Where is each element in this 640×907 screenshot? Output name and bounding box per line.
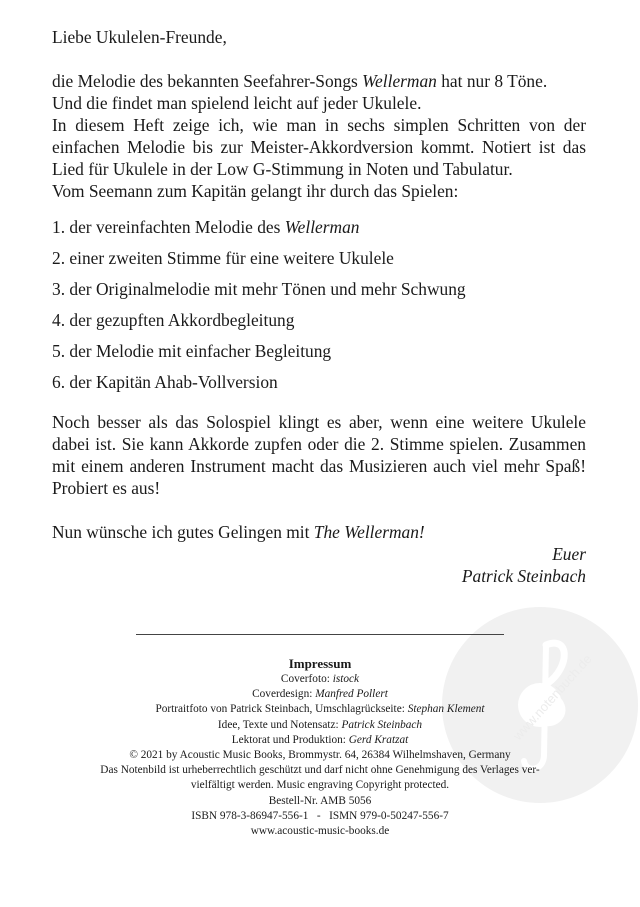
list-item: 3. der Originalmelodie mit mehr Tönen und mehr Schwung — [52, 279, 466, 299]
paragraph-closing: Nun wünsche ich gutes Gelingen mit The Wellerman! — [52, 522, 425, 542]
letter-body — [52, 26, 586, 587]
signature-name: Patrick Steinbach — [461, 566, 586, 586]
credit-idea: Idee, Texte und Notensatz: Patrick Steinbach — [217, 718, 423, 731]
list-item: 4. der gezupften Akkordbegleitung — [52, 310, 295, 330]
list-item: 5. der Melodie mit einfacher Begleitung — [52, 341, 332, 361]
steps-list — [52, 216, 586, 393]
credit-lektorat: Lektorat und Produktion: Gerd Kratzat — [231, 733, 409, 746]
credit-portrait: Portraitfoto von Patrick Steinbach, Umschlagrückseite: Stephan Klement — [155, 703, 485, 716]
salutation: Liebe Ukulelen-Freunde, — [52, 27, 227, 47]
list-item: 2. einer zweiten Stimme für eine weitere Ukulele — [52, 248, 394, 268]
list-item: 6. der Kapitän Ahab-Vollversion — [52, 372, 278, 392]
website: www.acoustic-music-books.de — [250, 825, 390, 838]
credit-cover-photo: Coverfoto: istock — [280, 673, 360, 685]
impressum — [60, 655, 580, 839]
impressum-title: Impressum — [288, 656, 352, 671]
paragraph-ukulele: Und die findet man spielend leicht auf jeder Ukulele. — [52, 93, 422, 113]
rights-notice-2: vielfältigt werden. Music engraving Copyright protected. — [190, 779, 450, 792]
paragraph-intro: die Melodie des bekannten Seefahrer-Songs Wellerman hat nur 8 Töne. — [52, 71, 548, 91]
paragraph-ensemble: Noch besser als das Solospiel klingt es aber, wenn eine weitere Ukulele dabei ist. Sie kann Akkorde zupfen oder die 2. Stimme spielen. Zusammen mit einem anderen Instrument macht das Musizieren auch viel mehr Spaß! Probiert es aus! — [52, 412, 586, 498]
signature-greeting: Euer — [552, 544, 586, 564]
isbn-ismn: ISBN 978-3-86947-556-1 - ISMN 979-0-50247-556-7 — [191, 809, 449, 822]
watermark-text: www.notenbuch.de — [510, 651, 595, 744]
rights-notice-1: Das Notenbild ist urheberrechtlich geschützt und darf nicht ohne Genehmigung des Verlages ver- — [100, 764, 540, 777]
copyright: © 2021 by Acoustic Music Books, Brommystr. 64, 26384 Wilhelmshaven, Germany — [129, 749, 511, 762]
paragraph-steps-intro: In diesem Heft zeige ich, wie man in sechs simplen Schritten von der einfachen Melodie bis zur Meister-Akkordversion kommt. Notiert ist das Lied für Ukulele in der Low G-Stimmung in Noten und Tabulatur. — [52, 115, 586, 179]
order-number: Bestell-Nr. AMB 5056 — [268, 794, 372, 807]
list-item: 1. der vereinfachten Melodie des Wellerman — [52, 217, 360, 237]
paragraph-path: Vom Seemann zum Kapitän gelangt ihr durch das Spielen: — [52, 181, 459, 201]
credit-cover-design: Coverdesign: Manfred Pollert — [252, 688, 388, 701]
song-title: Wellerman — [362, 71, 437, 91]
divider — [136, 634, 504, 635]
